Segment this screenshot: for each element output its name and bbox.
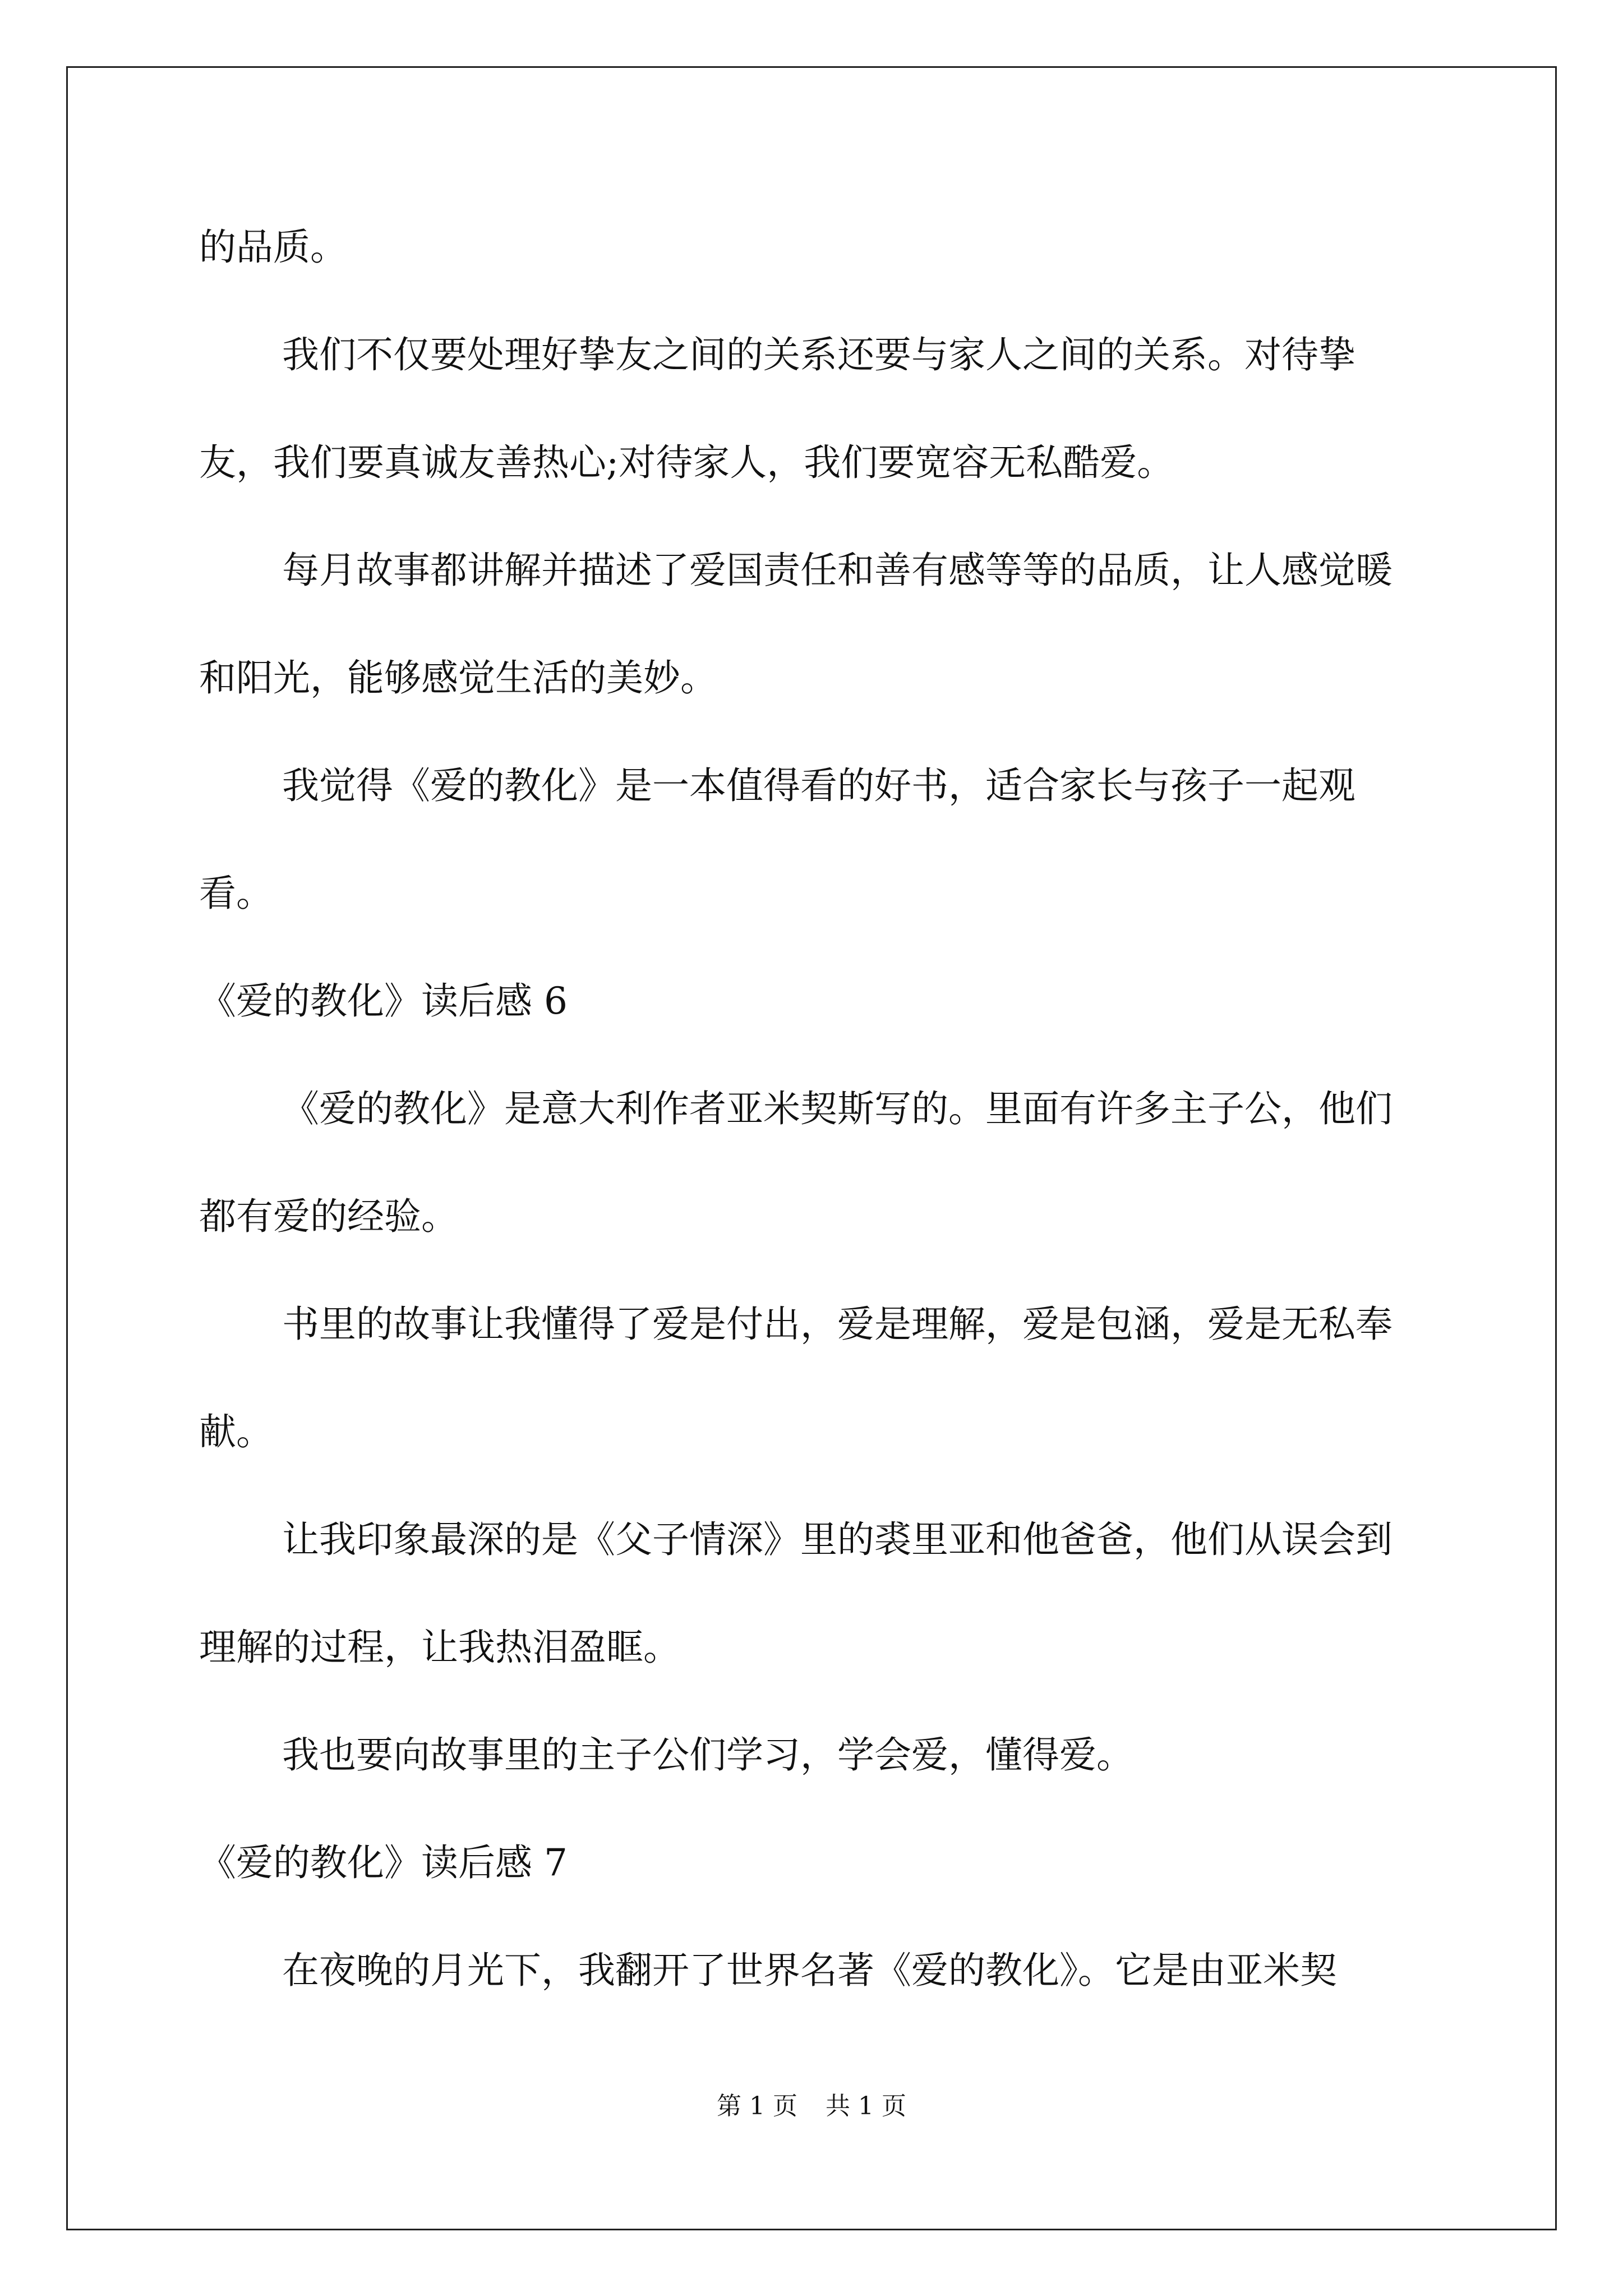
paragraph: 我们不仅要处理好挚友之间的关系还要与家人之间的关系。对待挚友，我们要真诚友善热心;对待家人，我们要宽容无私酷爱。 — [199, 333, 1355, 484]
page-number: 第 1 页 — [717, 2092, 797, 2120]
paragraph: 我也要向故事里的主子公们学习，学会爱，懂得爱。 — [282, 1733, 1133, 1777]
page-footer — [0, 2090, 1623, 2123]
section-heading: 《爱的教化》读后感 6 — [199, 979, 568, 1023]
paragraph: 《爱的教化》是意大利作者亚米契斯写的。里面有许多主子公，他们都有爱的经验。 — [199, 1087, 1393, 1238]
section-heading: 《爱的教化》读后感 7 — [199, 1841, 568, 1884]
page-total: 共 1 页 — [826, 2092, 906, 2120]
paragraph: 在夜晚的月光下，我翻开了世界名著《爱的教化》。它是由亚米契 — [282, 1949, 1337, 1992]
paragraph: 书里的故事让我懂得了爱是付出，爱是理解，爱是包涵，爱是无私奉献。 — [199, 1303, 1393, 1453]
document-body — [199, 194, 1427, 2024]
paragraph: 的品质。 — [199, 226, 347, 269]
paragraph: 让我印象最深的是《父子情深》里的裘里亚和他爸爸，他们从误会到理解的过程，让我热泪盈眶。 — [199, 1518, 1393, 1669]
paragraph: 我觉得《爱的教化》是一本值得看的好书，适合家长与孩子一起观看。 — [199, 764, 1355, 915]
paragraph: 每月故事都讲解并描述了爱国责任和善有感等等的品质，让人感觉暖和阳光，能够感觉生活的美妙。 — [199, 549, 1393, 700]
